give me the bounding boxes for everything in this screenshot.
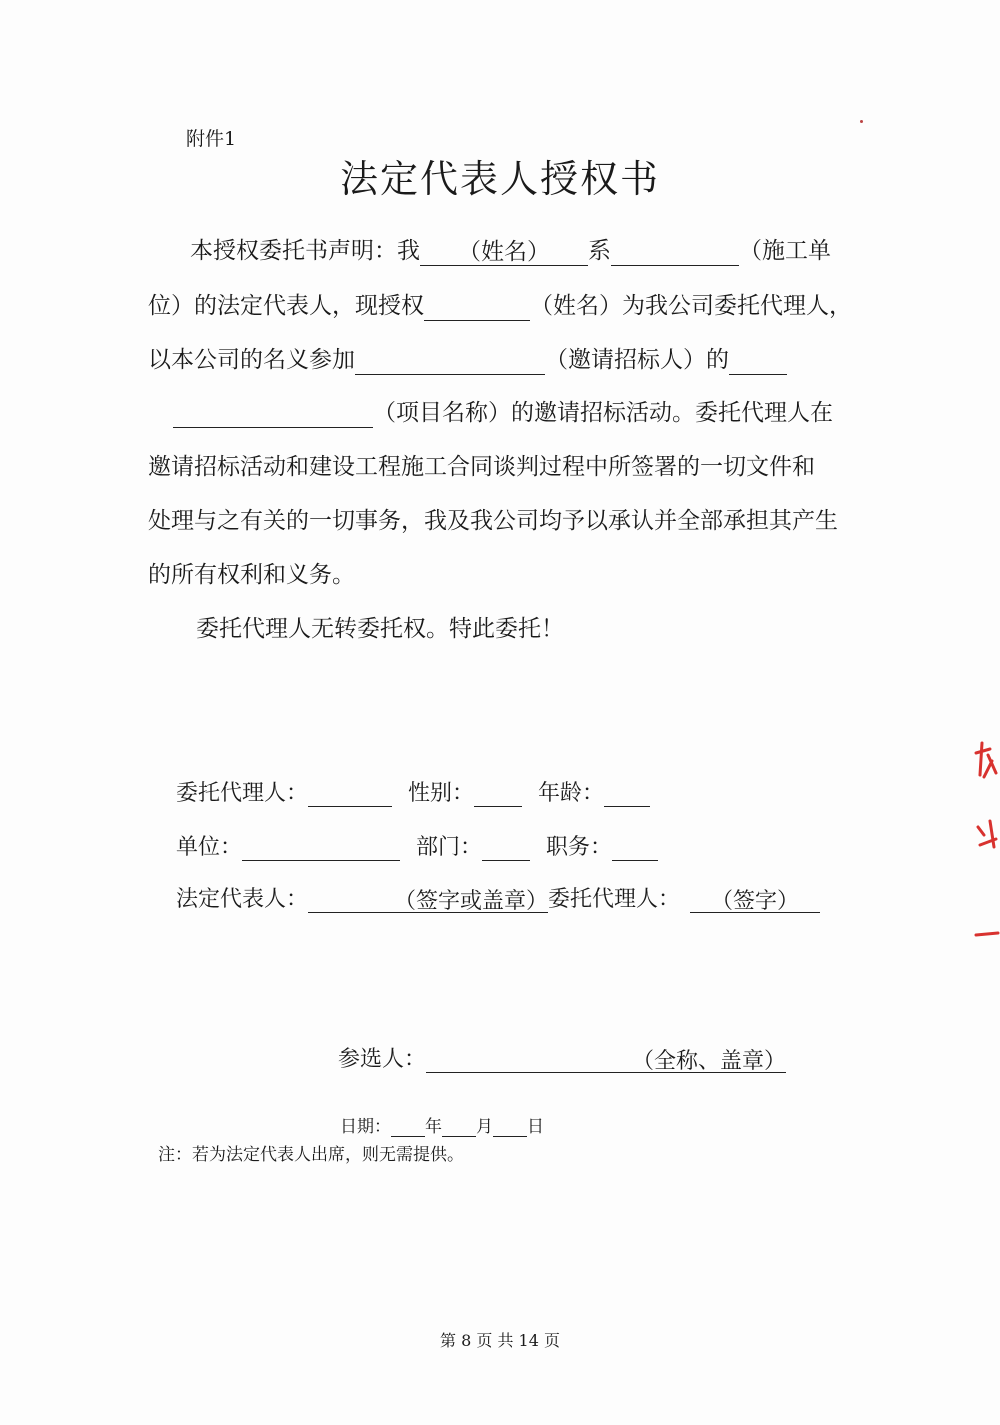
agent-info-row: 委托代理人： 性别： 年龄： (176, 776, 650, 807)
paragraph-line-2: 位）的法定代表人，现授权 （姓名）为我公司委托代理人， (148, 293, 852, 319)
month-field[interactable] (442, 1116, 476, 1137)
paragraph-line-3: 以本公司的名义参加 （邀请招标人）的 (148, 345, 787, 375)
ink-speck (860, 120, 863, 123)
bidder-field[interactable]: （全称、盖章） (426, 1044, 786, 1073)
red-seal-fragment (970, 735, 1000, 975)
name-blank-2 (424, 292, 530, 321)
paragraph-line-8: 委托代理人无转委托权。特此委托！ (196, 616, 564, 642)
position-field[interactable] (612, 832, 658, 861)
gender-field[interactable] (474, 778, 522, 807)
company-blank (611, 237, 739, 266)
attachment-label: 附件1 (186, 128, 237, 150)
agent-unit-row: 单位： 部门： 职务： (176, 830, 658, 861)
date-row: 日期： 年 月 日 (340, 1117, 544, 1137)
year-field[interactable] (391, 1116, 425, 1137)
note: 注：若为法定代表人出席，则无需提供。 (158, 1145, 464, 1165)
paragraph-line-5: 邀请招标活动和建设工程施工合同谈判过程中所签署的一切文件和 (148, 454, 815, 480)
signature-row: 法定代表人： （签字或盖章）委托代理人： （签字） (176, 882, 820, 913)
paragraph-line-6: 处理与之有关的一切事务，我及我公司均予以承认并全部承担其产生 (148, 508, 838, 534)
name-blank-1: （姓名） (420, 237, 588, 266)
agent-signature-field[interactable]: （签字） (690, 884, 820, 913)
paragraph-line-1: 本授权委托书声明：我 （姓名） 系 （施工单 (190, 238, 831, 265)
bidder-row: 参选人： （全称、盖章） (338, 1042, 786, 1073)
legal-rep-signature-field[interactable]: （签字或盖章） (308, 884, 548, 913)
inviter-blank (355, 346, 545, 375)
paragraph-line-7: 的所有权利和义务。 (148, 562, 355, 588)
age-field[interactable] (604, 778, 650, 807)
project-blank (173, 399, 373, 428)
day-field[interactable] (493, 1116, 527, 1137)
page-number: 第 8 页 共 14 页 (440, 1331, 560, 1350)
inviter-extra-blank (729, 346, 787, 375)
page-title: 法定代表人授权书 (339, 157, 660, 201)
unit-field[interactable] (242, 832, 400, 861)
department-field[interactable] (482, 832, 530, 861)
agent-name-field[interactable] (308, 778, 392, 807)
paragraph-line-4: （项目名称）的邀请招标活动。委托代理人在 (173, 398, 833, 428)
